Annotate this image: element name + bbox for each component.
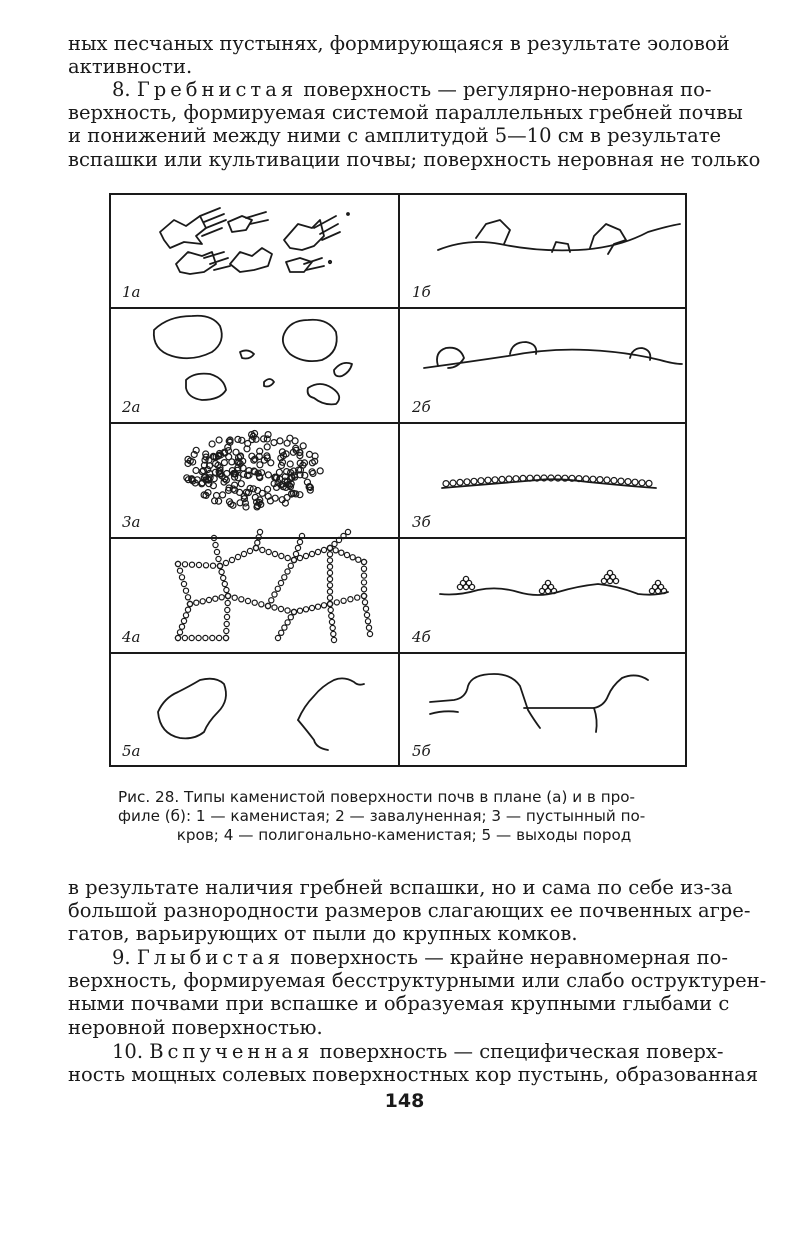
- pebble-mark: [604, 477, 610, 483]
- pebble-mark: [259, 602, 264, 607]
- boulders-profile-2b-drawing: [424, 342, 682, 368]
- pebble-mark: [327, 564, 332, 569]
- pebble-mark: [181, 618, 186, 623]
- pebble-mark: [285, 569, 290, 574]
- pebble-mark: [265, 472, 271, 478]
- pebble-mark: [597, 477, 603, 483]
- pebble-mark: [300, 443, 306, 449]
- pebble-mark: [327, 589, 332, 594]
- pebble-mark: [221, 575, 226, 580]
- cell-label-2a: 2а: [122, 398, 141, 416]
- item-number: 8.: [112, 78, 131, 101]
- pebble-mark: [223, 560, 228, 565]
- pebble-mark: [362, 600, 367, 605]
- pebble-mark: [327, 595, 332, 600]
- term-spaced: Глыбистая: [136, 946, 285, 969]
- pebble-mark: [331, 631, 336, 636]
- pebble-mark: [361, 587, 366, 592]
- item-number: 10.: [112, 1040, 144, 1063]
- pebble-mark: [328, 607, 333, 612]
- text-fragment: поверхность — регулярно-неровная по-: [297, 78, 712, 101]
- pebble-mark: [471, 478, 477, 484]
- text-line: активности.: [68, 55, 193, 79]
- pebble-mark: [339, 550, 344, 555]
- pebble-mark: [243, 504, 249, 510]
- pebble-mark: [278, 606, 283, 611]
- pebble-mark: [285, 608, 290, 613]
- pebble-mark: [224, 621, 229, 626]
- text-line: и понижений между ними с амплитудой 5—10 см в результате: [68, 124, 722, 148]
- pebble-mark: [450, 480, 456, 486]
- pebble-mark: [341, 598, 346, 603]
- paragraph-continuation: [68, 32, 736, 78]
- pebble-mark: [590, 476, 596, 482]
- pebble-mark: [194, 600, 199, 605]
- pebble-mark: [363, 606, 368, 611]
- pebble-mark: [329, 619, 334, 624]
- pebble-mark: [333, 548, 338, 553]
- pebble-mark: [646, 480, 652, 486]
- pebble-mark: [179, 575, 184, 580]
- cell-label-4b: 4б: [412, 628, 431, 646]
- pebble-mark: [332, 541, 337, 546]
- pebble-mark: [361, 566, 366, 571]
- pebble-mark: [185, 607, 190, 612]
- pebble-mark: [216, 556, 221, 561]
- pebble-mark: [499, 476, 505, 482]
- pebble-mark: [272, 551, 277, 556]
- pebble-mark: [183, 588, 188, 593]
- pebble-mark: [232, 595, 237, 600]
- pebble-mark: [288, 563, 293, 568]
- pebble-mark: [265, 603, 270, 608]
- pebble-mark: [238, 481, 244, 487]
- pebble-mark: [187, 601, 192, 606]
- pebble-mark: [223, 635, 228, 640]
- pebble-mark: [478, 478, 484, 484]
- pebble-mark: [181, 581, 186, 586]
- text-line: ными почвами при вспашке и образуемая крупными глыбами с: [68, 992, 730, 1016]
- pebble-mark: [247, 548, 252, 553]
- pebble-mark: [196, 562, 201, 567]
- pebble-mark: [239, 437, 245, 443]
- polygonal-network-plan-4a-drawing: [175, 529, 372, 642]
- pebble-mark: [303, 607, 308, 612]
- pebble-mark: [268, 460, 274, 466]
- outcrops-profile-5b-drawing: [430, 674, 648, 732]
- pebble-mark: [291, 609, 296, 614]
- pebble-mark: [183, 613, 188, 618]
- pebble-mark: [216, 437, 222, 443]
- cell-label-1a: 1а: [122, 283, 141, 301]
- cell-label-5a: 5а: [122, 742, 141, 760]
- text-line: [68, 1040, 736, 1063]
- pebble-mark: [214, 549, 219, 554]
- text-line: [68, 946, 736, 969]
- caption-line: кров; 4 — полигонально-каменистая; 5 — выходы пород: [176, 826, 632, 844]
- pebble-mark: [356, 557, 361, 562]
- cell-label-3b: 3б: [412, 513, 431, 531]
- pebble-mark: [206, 597, 211, 602]
- text-line: неровной поверхностью.: [68, 1015, 323, 1039]
- pebble-mark: [463, 584, 468, 589]
- pebble-mark: [330, 625, 335, 630]
- pebble-mark: [327, 583, 332, 588]
- pebble-mark: [327, 577, 332, 582]
- pebble-mark: [457, 584, 462, 589]
- boulders-plan-2a-drawing: [154, 316, 352, 405]
- caption-line: Рис. 28. Типы каменистой поверхности почв в плане (а) и в про-: [118, 788, 636, 806]
- pebble-mark: [224, 587, 229, 592]
- pebble-mark: [196, 635, 201, 640]
- pebble-mark: [297, 492, 303, 498]
- pebble-mark: [182, 635, 187, 640]
- term-spaced: Вспученная: [149, 1040, 314, 1063]
- pebble-mark: [327, 545, 332, 550]
- text-line: ность мощных солевых поверхностных кор пустынь, образованная: [68, 1063, 758, 1087]
- text-line: в результате наличия гребней вспашки, но и сама по себе из-за: [68, 876, 733, 899]
- pebble-mark: [175, 561, 180, 566]
- pebble-mark: [539, 588, 544, 593]
- pebble-mark: [639, 480, 645, 486]
- pebble-mark: [625, 479, 631, 485]
- pebble-mark: [209, 441, 215, 447]
- pebble-mark: [361, 593, 366, 598]
- figure-28: [108, 192, 688, 768]
- pebble-mark: [348, 597, 353, 602]
- pebble-mark: [217, 635, 222, 640]
- figure-caption: [118, 788, 690, 845]
- stones-plan-1a-drawing: [160, 208, 349, 274]
- pebble-mark: [327, 601, 332, 606]
- pebble-mark: [179, 624, 184, 629]
- pebble-mark: [293, 551, 298, 556]
- pebble-mark: [224, 614, 229, 619]
- pebble-mark: [182, 562, 187, 567]
- pebble-mark: [331, 637, 336, 642]
- pebble-mark: [317, 468, 323, 474]
- cell-label-4a: 4а: [122, 628, 141, 646]
- pebble-mark: [303, 553, 308, 558]
- pebble-mark: [366, 625, 371, 630]
- item-number: 9.: [112, 946, 131, 969]
- pebble-mark: [210, 635, 215, 640]
- pebble-mark: [632, 479, 638, 485]
- pebble-mark: [295, 545, 300, 550]
- pebble-mark: [297, 608, 302, 613]
- pebble-mark: [327, 570, 332, 575]
- pebble-mark: [177, 630, 182, 635]
- pebble-mark: [443, 481, 449, 487]
- pebble-mark: [260, 547, 265, 552]
- pebble-mark: [275, 586, 280, 591]
- pebble-mark: [287, 461, 293, 467]
- pebble-mark: [203, 635, 208, 640]
- pebble-mark: [214, 493, 220, 499]
- pebble-mark: [545, 588, 550, 593]
- pebble-mark: [327, 552, 332, 557]
- pebble-mark: [309, 605, 314, 610]
- pebble-mark: [229, 557, 234, 562]
- pebble-mark: [367, 631, 372, 636]
- pebble-mark: [334, 600, 339, 605]
- cell-label-1b: 1б: [412, 283, 431, 301]
- pebble-mark: [225, 593, 230, 598]
- caption-line: филе (б): 1 — каменистая; 2 — завалуненная; 3 — пустынный по-: [118, 807, 646, 825]
- cell-label-5b: 5б: [412, 742, 431, 760]
- stones-profile-1b-drawing: [438, 220, 680, 254]
- pebble-mark: [288, 615, 293, 620]
- pebble-mark: [177, 568, 182, 573]
- cell-label-3a: 3а: [122, 513, 141, 531]
- pebble-mark: [282, 625, 287, 630]
- pebble-mark: [271, 440, 277, 446]
- pebble-mark: [513, 476, 519, 482]
- pebble-mark: [241, 551, 246, 556]
- pebble-mark: [282, 575, 287, 580]
- text-fragment: поверхность — специфическая поверх-: [313, 1040, 724, 1063]
- pebble-mark: [219, 569, 224, 574]
- pebble-mark: [175, 635, 180, 640]
- pebble-mark: [193, 468, 199, 474]
- pebble-mark: [213, 596, 218, 601]
- pebble-mark: [321, 603, 326, 608]
- pebble-mark: [618, 478, 624, 484]
- pebble-mark: [219, 595, 224, 600]
- pebble-mark: [611, 478, 617, 484]
- pebble-mark: [252, 600, 257, 605]
- pebble-mark: [200, 599, 205, 604]
- pebble-mark: [269, 598, 274, 603]
- figure-drawing: [108, 192, 688, 768]
- term-spaced: Гребнистая: [136, 78, 298, 101]
- pebble-mark: [361, 559, 366, 564]
- pebble-mark: [211, 476, 217, 482]
- paragraph-item-10: [68, 1040, 758, 1087]
- paragraph-item-8: [68, 78, 761, 171]
- pebble-mark: [345, 529, 350, 534]
- paragraph-after-figure: [68, 876, 751, 946]
- pebble-mark: [284, 440, 290, 446]
- pebble-mark: [285, 555, 290, 560]
- pebble-mark: [255, 540, 260, 545]
- pebble-mark: [224, 628, 229, 633]
- pebble-mark: [315, 549, 320, 554]
- pebble-mark: [350, 555, 355, 560]
- pebble-mark: [245, 598, 250, 603]
- pebble-mark: [185, 595, 190, 600]
- pebble-mark: [307, 451, 313, 457]
- pebble-mark: [327, 558, 332, 563]
- pebble-mark: [601, 578, 606, 583]
- pebble-mark: [361, 573, 366, 578]
- text-line: вспашки или культивации почвы; поверхность неровная не только: [68, 147, 761, 171]
- page-number: 148: [384, 1090, 425, 1112]
- pebble-mark: [655, 588, 660, 593]
- pebble-mark: [607, 578, 612, 583]
- text-fragment: поверхность — крайне неравномерная по-: [284, 946, 728, 969]
- text-line: верхность, формируемая системой параллельных гребней почвы: [68, 101, 743, 125]
- pebble-mark: [315, 604, 320, 609]
- clusters-profile-4b-drawing: [440, 570, 668, 595]
- pebble-mark: [265, 486, 271, 492]
- pebble-mark: [189, 562, 194, 567]
- pebble-mark: [464, 479, 470, 485]
- text-line: [68, 78, 736, 101]
- pebble-mark: [355, 595, 360, 600]
- pebble-mark: [225, 600, 230, 605]
- pebble-mark: [221, 460, 227, 466]
- pebble-mark: [220, 492, 226, 498]
- pebble-mark: [361, 580, 366, 585]
- pebbles-profile-3b-drawing: [442, 475, 656, 488]
- pebble-mark: [344, 552, 349, 557]
- pebble-mark: [222, 581, 227, 586]
- pebble-mark: [279, 553, 284, 558]
- pebble-mark: [239, 597, 244, 602]
- pebble-mark: [492, 477, 498, 483]
- cell-label-2b: 2б: [412, 398, 431, 416]
- pebble-mark: [364, 612, 369, 617]
- pebble-mark: [297, 539, 302, 544]
- text-line: верхность, формируемая бесструктурными или слабо оструктурен-: [68, 969, 767, 993]
- pebble-mark: [329, 613, 334, 618]
- pebble-mark: [649, 588, 654, 593]
- desert-pavement-plan-3a-drawing: [184, 431, 323, 511]
- text-line: гатов, варьирующих от пыли до крупных комков.: [68, 922, 578, 946]
- pebble-mark: [189, 635, 194, 640]
- paragraph-item-9: [68, 946, 767, 1039]
- pebble-mark: [485, 477, 491, 483]
- pebble-mark: [277, 438, 283, 444]
- pebble-mark: [275, 635, 280, 640]
- pebble-mark: [264, 444, 270, 450]
- pebble-mark: [225, 607, 230, 612]
- pebble-mark: [309, 551, 314, 556]
- pebble-mark: [253, 545, 258, 550]
- pebble-mark: [291, 557, 296, 562]
- pebble-mark: [272, 605, 277, 610]
- pebble-mark: [261, 436, 267, 442]
- pebble-mark: [272, 592, 277, 597]
- pebble-mark: [279, 630, 284, 635]
- pebble-mark: [278, 580, 283, 585]
- pebble-mark: [457, 479, 463, 485]
- pebble-mark: [469, 584, 474, 589]
- pebble-mark: [203, 563, 208, 568]
- pebble-mark: [213, 542, 218, 547]
- pebble-mark: [613, 578, 618, 583]
- pebble-mark: [257, 529, 262, 534]
- pebble-mark: [210, 563, 215, 568]
- pebble-mark: [217, 563, 222, 568]
- pebble-mark: [365, 619, 370, 624]
- pebble-mark: [235, 554, 240, 559]
- text-line: большой разнородности размеров слагающих ее почвенных агре-: [68, 899, 751, 923]
- pebble-mark: [506, 476, 512, 482]
- outcrops-plan-5a-drawing: [158, 678, 364, 750]
- pebble-mark: [321, 547, 326, 552]
- pebble-mark: [285, 620, 290, 625]
- pebble-mark: [266, 549, 271, 554]
- text-line: ных песчаных пустынях, формирующаяся в результате эоловой: [68, 32, 730, 55]
